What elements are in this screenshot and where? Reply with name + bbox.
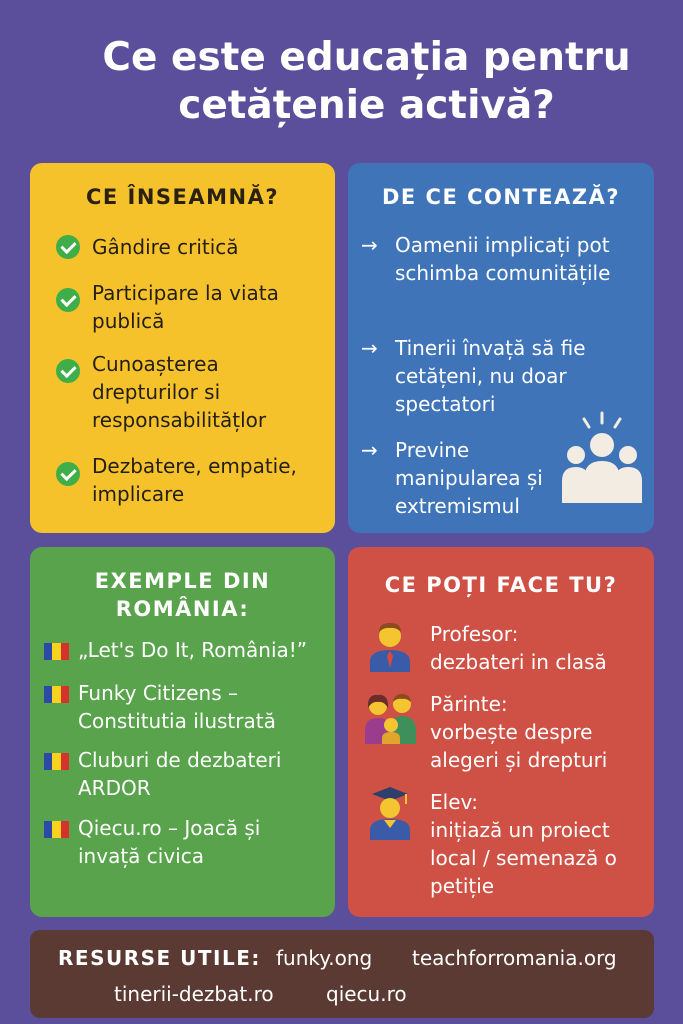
check-circle-icon [56, 462, 80, 486]
example-item [78, 814, 328, 870]
meaning-item-text: Cunoașterea drepturilor si responsabilitățlor [92, 352, 267, 432]
romania-flag-icon [44, 753, 69, 770]
romania-flag-icon [44, 686, 69, 703]
resources-bar [30, 930, 654, 1018]
examples-heading [30, 567, 335, 623]
teacher-icon [368, 620, 412, 672]
arrow-right-icon: → [361, 233, 378, 257]
arrow-right-icon: → [361, 336, 378, 360]
action-role: Părinte: [430, 692, 508, 716]
romania-flag-icon [44, 643, 69, 660]
action-role: Elev: [430, 790, 478, 814]
why-heading: DE CE CONTEAZĂ? [381, 185, 621, 209]
parent-family-icon [364, 692, 418, 744]
example-item-text: Cluburi de dezbateri ARDOR [78, 748, 282, 800]
resource-link[interactable]: tinerii-dezbat.ro [114, 982, 274, 1006]
example-item [78, 746, 328, 802]
why-item [361, 334, 645, 418]
resource-link[interactable]: qiecu.ro [326, 982, 407, 1006]
resource-link[interactable]: funky.ong [276, 946, 373, 970]
check-circle-icon [56, 235, 80, 259]
actions-card [348, 547, 654, 917]
check-circle-icon [56, 359, 80, 383]
examples-heading-line1: EXEMPLE DIN [94, 569, 271, 593]
meaning-item [92, 233, 327, 261]
meaning-item [92, 452, 327, 508]
example-item-text: „Let's Do It, România!” [78, 638, 308, 662]
resource-link[interactable]: teachforromania.org [412, 946, 617, 970]
check-circle-icon [56, 288, 80, 312]
action-item [430, 788, 645, 900]
meaning-item-text: Dezbatere, empatie, implicare [92, 454, 297, 506]
examples-card [30, 547, 335, 917]
student-graduate-icon [368, 784, 412, 840]
why-item-text: Tinerii învață să fie cetățeni, nu doar spectatori [395, 336, 586, 416]
action-item [430, 690, 645, 774]
meaning-item-text: Gândire critică [92, 235, 239, 259]
actions-heading: CE POȚI FACE TU? [384, 573, 618, 597]
why-card [348, 163, 654, 533]
meaning-card [30, 163, 335, 533]
example-item [78, 636, 328, 664]
meaning-heading: CE ÎNSEAMNĂ? [85, 185, 280, 209]
examples-heading-line2: ROMÂNIA: [115, 597, 250, 621]
romania-flag-icon [44, 821, 69, 838]
example-item-text: Funky Citizens – Constitutia ilustrată [78, 681, 276, 733]
action-role: Profesor: [430, 622, 519, 646]
page-title [0, 34, 683, 130]
action-item [430, 620, 645, 676]
action-text: inițiază un proiect local / semenază o petiție [430, 818, 617, 898]
meaning-item-text: Participare la viata publică [92, 281, 279, 333]
why-item-text: Oamenii implicați pot schimba comunitățile [395, 233, 611, 285]
resources-label: RESURSE UTILE: [58, 946, 261, 970]
why-item-text: Previne manipularea și extremismul [395, 438, 543, 518]
why-item [361, 436, 555, 520]
example-item-text: Qiecu.ro – Joacă și invață civica [78, 816, 261, 868]
action-text: vorbește despre alegeri și drepturi [430, 720, 608, 772]
example-item [78, 679, 328, 735]
page-title-line1: Ce este educația pentru [102, 35, 631, 80]
action-text: dezbateri in clasă [430, 650, 607, 674]
why-item [361, 231, 645, 287]
arrow-right-icon: → [361, 438, 378, 462]
people-group-icon [556, 409, 648, 509]
page-title-line2: cetățenie activă? [178, 83, 555, 128]
meaning-item [92, 279, 327, 335]
meaning-item [92, 350, 327, 434]
